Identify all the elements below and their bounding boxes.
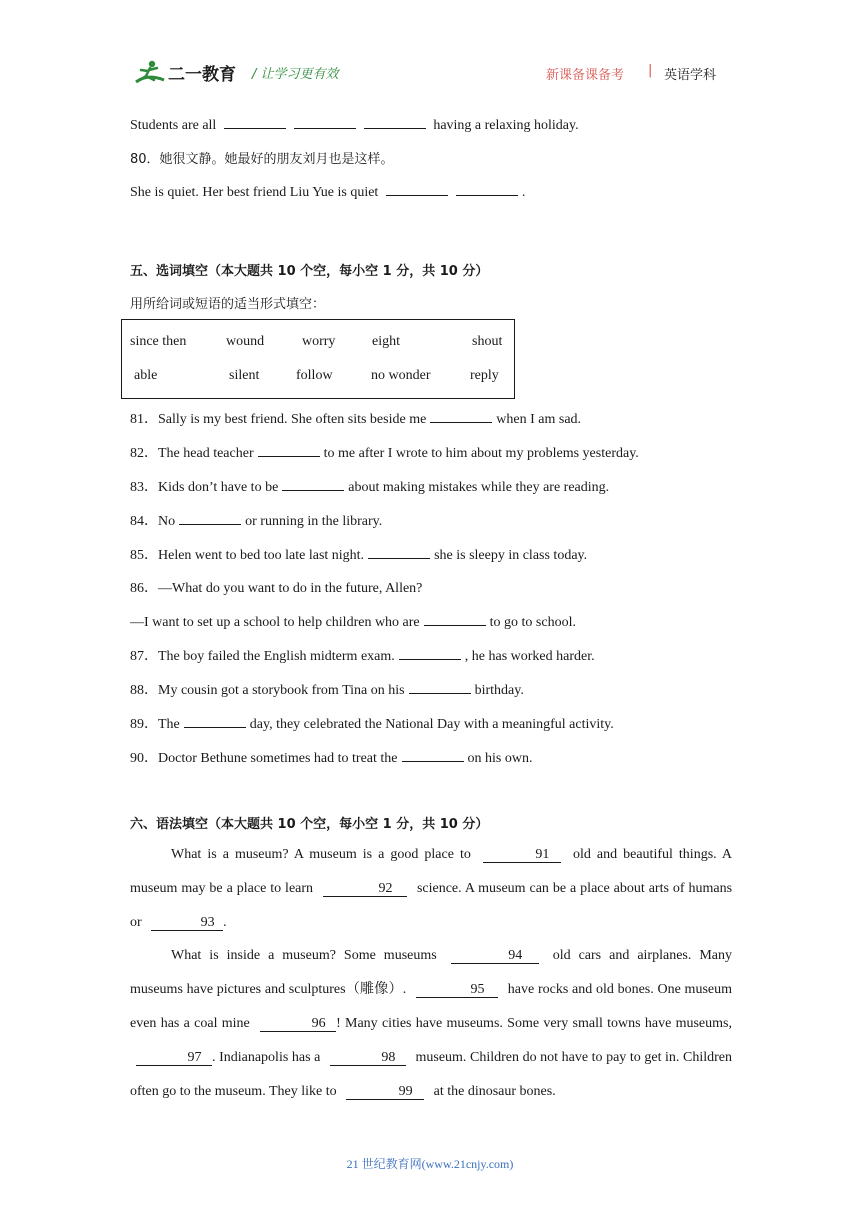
- header-tag-primary: 新课备课备考: [546, 68, 625, 83]
- word-item: reply: [470, 368, 499, 383]
- question-text: 87．The boy failed the English midterm exam.: [130, 649, 395, 664]
- numbered-blank[interactable]: 94: [451, 948, 539, 964]
- q80-text-end: .: [521, 185, 526, 200]
- page-footer: 21 世纪教育网(www.21cnjy.com): [346, 1157, 514, 1171]
- q79-text-end: having a relaxing holiday.: [433, 118, 579, 133]
- numbered-blank[interactable]: 93: [151, 915, 223, 931]
- question-text-end: , he has worked harder.: [464, 649, 595, 664]
- question-87: [130, 645, 595, 665]
- word-item: wound: [226, 334, 265, 349]
- question-text: 85．Helen went to bed too late last night.: [130, 548, 365, 563]
- answer-blank[interactable]: [368, 544, 430, 559]
- brand-logo: [130, 58, 252, 88]
- answer-blank[interactable]: [424, 611, 486, 626]
- question-86-reply: [130, 611, 576, 631]
- q79-text: Students are all: [130, 118, 217, 133]
- q80-prompt: 80．她很文静。她最好的朋友刘月也是这样。: [130, 152, 394, 167]
- numbered-blank[interactable]: 99: [346, 1084, 424, 1100]
- word-item: since then: [130, 334, 187, 349]
- passage-text: have rocks and old bones. One museum even has a coal mine: [130, 982, 733, 1031]
- passage-text: science. A museum can be a place about arts of humans or: [130, 881, 733, 930]
- answer-blank[interactable]: [409, 679, 471, 694]
- passage-text: What is inside a museum? Some museums: [171, 948, 437, 963]
- question-86: [130, 577, 422, 597]
- header-separator: |: [648, 63, 653, 78]
- answer-blank[interactable]: [224, 114, 286, 129]
- answer-blank[interactable]: [258, 442, 320, 457]
- question-text-end: to go to school.: [489, 615, 576, 630]
- numbered-blank[interactable]: 91: [483, 847, 561, 863]
- question-text-end: she is sleepy in class today.: [434, 548, 588, 563]
- passage-text: ! Many cities have museums. Some very small towns have museums,: [336, 1016, 732, 1031]
- question-text: —I want to set up a school to help children who are: [130, 615, 420, 630]
- question-85: [130, 544, 587, 564]
- question-text: 84．No: [130, 514, 176, 529]
- numbered-blank[interactable]: 96: [260, 1016, 336, 1032]
- passage-text: at the dinosaur bones.: [433, 1084, 556, 1099]
- question-text: 90．Doctor Bethune sometimes had to treat the: [130, 751, 398, 766]
- answer-blank[interactable]: [364, 114, 426, 129]
- section5-title: 五、选词填空（本大题共 10 个空，每小空 1 分，共 10 分）: [130, 264, 489, 279]
- question-text-end: on his own.: [467, 751, 533, 766]
- logo-text: 二一教育: [168, 65, 236, 85]
- word-item: follow: [296, 368, 333, 383]
- question-81: [130, 408, 581, 428]
- section6-title: 六、语法填空（本大题共 10 个空，每小空 1 分，共 10 分）: [130, 817, 489, 832]
- question-text-end: about making mistakes while they are reading.: [348, 480, 610, 495]
- answer-blank[interactable]: [386, 181, 448, 196]
- header-subject: 英语学科: [664, 68, 717, 83]
- passage-paragraph-1: [130, 838, 732, 940]
- answer-blank[interactable]: [402, 747, 464, 762]
- numbered-blank[interactable]: 95: [416, 982, 498, 998]
- numbered-blank[interactable]: 92: [323, 881, 407, 897]
- question-88: [130, 679, 524, 699]
- passage-text: old and beautiful things. A museum may be a place to learn: [130, 847, 733, 896]
- passage-text: .: [223, 915, 227, 930]
- passage-text: old cars and airplanes. Many museums have pictures and sculptures（雕像）.: [130, 948, 733, 997]
- question-text-end: to me after I wrote to him about my problems yesterday.: [323, 446, 639, 461]
- section5-instruction: 用所给词或短语的适当形式填空：: [130, 297, 326, 312]
- question-text: 82．The head teacher: [130, 446, 254, 461]
- answer-blank[interactable]: [179, 510, 241, 525]
- header-slogan: / 让学习更有效: [252, 67, 339, 82]
- word-item: able: [134, 368, 158, 383]
- question-text: 89．The: [130, 717, 180, 732]
- question-89: [130, 713, 614, 733]
- answer-blank[interactable]: [282, 476, 344, 491]
- question-text-end: birthday.: [474, 683, 524, 698]
- question-text: 86．—What do you want to do in the future, Allen?: [130, 581, 423, 596]
- question-text-end: day, they celebrated the National Day with a meaningful activity.: [249, 717, 614, 732]
- word-item: no wonder: [371, 368, 431, 383]
- word-item: shout: [472, 334, 503, 349]
- word-item: silent: [229, 368, 260, 383]
- question-text-end: or running in the library.: [245, 514, 383, 529]
- q80-line: [130, 181, 525, 201]
- answer-blank[interactable]: [430, 408, 492, 423]
- question-text: 88．My cousin got a storybook from Tina on his: [130, 683, 405, 698]
- word-item: eight: [372, 334, 400, 349]
- question-text: 83．Kids don’t have to be: [130, 480, 279, 495]
- passage-text: museum. Children do not have to pay to get in. Children often go to the museum. They like to: [130, 1050, 732, 1099]
- word-bank: [121, 319, 515, 399]
- passage-paragraph-2: [130, 939, 732, 1109]
- question-82: [130, 442, 639, 462]
- passage-text: . Indianapolis has a: [212, 1050, 321, 1065]
- q79-line: [130, 114, 579, 134]
- answer-blank[interactable]: [184, 713, 246, 728]
- answer-blank[interactable]: [294, 114, 356, 129]
- q80-text: She is quiet. Her best friend Liu Yue is quiet: [130, 185, 379, 200]
- passage-text: What is a museum? A museum is a good place to: [171, 847, 471, 862]
- question-83: [130, 476, 609, 496]
- question-84: [130, 510, 382, 530]
- word-item: worry: [302, 334, 336, 349]
- numbered-blank[interactable]: 98: [330, 1050, 406, 1066]
- question-text: 81．Sally is my best friend. She often sits beside me: [130, 412, 427, 427]
- question-90: [130, 747, 532, 767]
- numbered-blank[interactable]: 97: [136, 1050, 212, 1066]
- question-text-end: when I am sad.: [496, 412, 582, 427]
- answer-blank[interactable]: [399, 645, 461, 660]
- answer-blank[interactable]: [456, 181, 518, 196]
- runner-logo-icon: [130, 58, 252, 88]
